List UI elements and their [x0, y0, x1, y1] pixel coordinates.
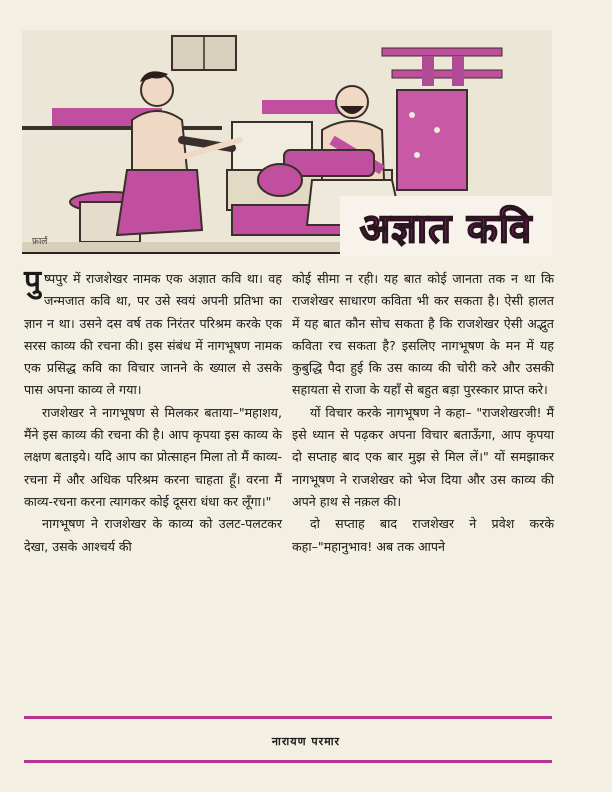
paragraph: राजशेखर ने नागभूषण से मिलकर बताया–"महाशय, मैंने इस काव्य की रचना की है। आप कृपया इस काव्य के लक्षण बताइये। यदि आप का प्रोत्साहन मिला तो मैं काव्य-रचना में और अधिक परिश्रम करना चाहता हूँ। वरना मैं काव्य-रचना करना त्यागकर कोई दूसरा धंधा कर लूँगा।"	[24, 404, 282, 509]
title-box	[340, 196, 552, 256]
footer-rule-top	[24, 716, 552, 719]
illustrator-signature: फ़ार्ल	[32, 237, 48, 247]
paragraph: नागभूषण ने राजशेखर के काव्य को उलट-पलटकर देखा, उसके आश्चर्य की	[24, 516, 282, 554]
left-column	[24, 264, 282, 558]
paragraph: दो सप्ताह बाद राजशेखर ने प्रवेश करके कहा–"महानुभाव! अब तक आपने	[292, 516, 554, 554]
paragraph: पुष्पपुर में राजशेखर नामक एक अज्ञात कवि था। वह जन्मजात कवि था, पर उसे स्वयं अपनी प्रतिभा का ज्ञान न था। उसने दस वर्ष तक निरंतर परिश्रम करके एक सरस काव्य की रचना की। इस संबंध में नागभूषण नामक एक प्रसिद्ध कवि का विचार जानने के ख्याल से उसके पास अपना काव्य ले गया।	[24, 264, 282, 398]
paragraph: यों विचार करके नागभूषण ने कहा– "राजशेखरजी! मैं इसे ध्यान से पढ़कर अपना विचार बताऊँगा, आप कृपया दो सप्ताह बाद एक बार मुझ से मिल लें।" यों समझाकर नागभूषण ने राजशेखर को भेज दिया और उस काव्य की अपने हाथ से नक़ल की।	[292, 404, 554, 509]
footer-rule-bottom	[24, 760, 552, 763]
right-column	[292, 268, 554, 558]
paragraph: कोई सीमा न रही। यह बात कोई जानता तक न था कि राजशेखर साधारण कविता भी कर सकता है। ऐसी हालत में यह बात कौन सोच सकता है कि राजशेखर ऐसी अद्भुत कविता रच सकता है? इसलिए नागभूषण के मन में यह कुबुद्धि पैदा हुई कि उस काव्य की चोरी करे और उसकी सहायता से राजा के यहाँ से बहुत बड़ा पुरस्कार प्राप्त करे।	[292, 271, 554, 398]
story-title: अज्ञात कवि	[359, 205, 533, 252]
author-credit: नारायण परमार	[271, 735, 341, 748]
drop-cap: पु	[24, 264, 42, 299]
